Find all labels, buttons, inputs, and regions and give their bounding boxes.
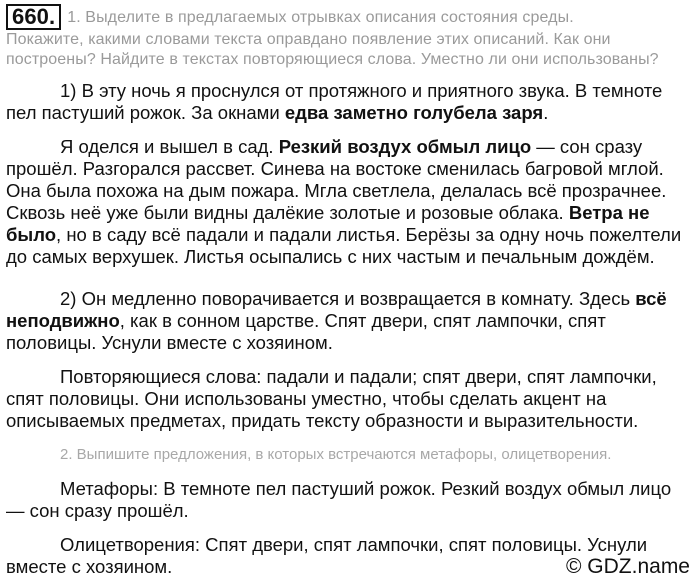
p5-line-1: Метафоры: В темноте пел пастуший рожок. Резкий воздух обмыл лицо: [60, 478, 672, 499]
p2-line-2: прошёл. Разгорался рассвет. Синева на востоке сменилась багровой мглой.: [6, 158, 664, 179]
bold-phrase: едва заметно голубела заря: [284, 102, 544, 123]
task-instruction-1: 1. Выделите в предлагаемых отрывках описания состояния среды.: [67, 9, 574, 26]
p2-line-3: Она была похожа на дым пожара. Мгла светлела, делалась всё прозрачнее.: [6, 180, 667, 201]
p3-line-3: половицы. Уснули вместе с хозяином.: [6, 332, 333, 353]
task-2-instruction: 2. Выпишите предложения, в которых встречаются метафоры, олицетворения.: [60, 446, 612, 463]
bold-phrase: было: [6, 224, 57, 245]
task-instruction-3: построены? Найдите в текстах повторяющиеся слова. Уместно ли они использованы?: [6, 51, 659, 68]
p4-line-2: спят половицы. Они использованы уместно, чтобы сделать акцент на: [6, 388, 607, 409]
paragraph-3: 2) Он медленно поворачивается и возвращается в комнату. Здесь всё неподвижно, как в сонном царстве. Спят двери, спят лампочки, спят половицы. Уснули вместе с хозяином.: [6, 288, 696, 354]
paragraph-1: 1) В эту ночь я проснулся от протяжного и приятного звука. В темноте пел пастуший рожок. За окнами едва заметно голубела заря.: [6, 80, 663, 123]
bold-phrase: неподвижно: [6, 310, 120, 331]
bold-phrase: всё: [635, 288, 667, 309]
task-header-line-1: [6, 4, 696, 30]
bold-phrase: Резкий воздух обмыл лицо: [278, 136, 532, 157]
p2-line-6: до самых верхушек. Листья осыпались с них частым и печальным дождём.: [6, 246, 655, 267]
p1-line-1: 1) В эту ночь я проснулся от протяжного и приятного звука. В темноте: [60, 80, 663, 101]
paragraph-4: [6, 366, 696, 432]
p6-line-1: Олицетворения: Спят двери, спят лампочки, спят половицы. Уснули: [60, 534, 648, 555]
p4-line-1: Повторяющиеся слова: падали и падали; спят двери, спят лампочки,: [60, 366, 657, 387]
p5-line-2: — сон сразу прошёл.: [6, 500, 189, 521]
task-instruction-2: Покажите, какими словами текста оправдано появление этих описаний. Как они: [6, 31, 611, 48]
task-header: [6, 4, 696, 70]
p4-line-3: описываемых предметах, придать тексту образности и выразительности.: [6, 410, 639, 431]
p6-line-2: вместе с хозяином.: [6, 556, 173, 577]
gdz-watermark: © GDZ.name: [565, 555, 690, 578]
task-number: 660.: [6, 4, 61, 30]
paragraph-2: Я оделся и вышел в сад. Резкий воздух обмыл лицо — сон сразу прошёл. Разгорался рассвет. Синева на востоке сменилась багровой мглой. Она была похожа на дым пожара. Мгла светлела, делалась всё прозрачнее. Сквозь неё уже были видны далёкие золотые и розовые облака. Ветра не было, но в саду всё падали и падали листья. Берёзы за одну ночь пожелтели до самых верхушек. Листья осыпались с них частым и печальным дождём.: [6, 136, 696, 268]
bold-phrase: Ветра не: [568, 202, 650, 223]
paragraph-5: [6, 478, 696, 522]
